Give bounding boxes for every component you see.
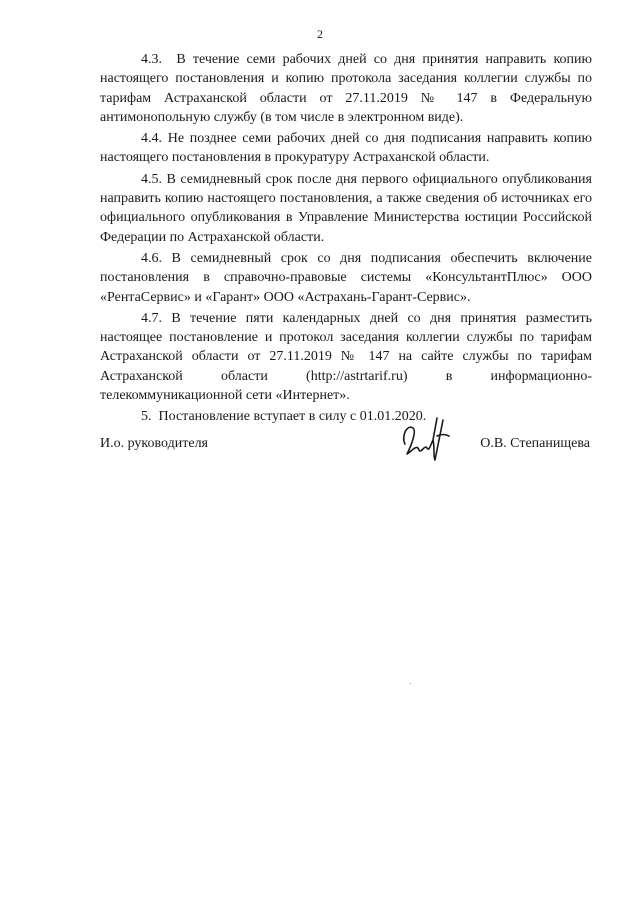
paragraph-5: 5. Постановление вступает в силу с 01.01.2020. bbox=[141, 409, 427, 425]
paragraph-4-7: 4.7. В течение пяти календарных дней со дня принятия разместить настоящее постановление и протокол заседания коллегии службы по тарифам Астраханской области от 27.11.2019 № 147 на сайте службы по тарифам Астраханской области (http://astrtarif.ru) в информационно-телекоммуникационной сети «Интернет». bbox=[100, 310, 592, 404]
handwritten-signature bbox=[397, 414, 457, 464]
page-number: 2 bbox=[317, 27, 323, 41]
paragraph-4-6: 4.6. В семидневный срок со дня подписания обеспечить включение постановления в справочно-правовые системы «КонсультантПлюс» ООО «РентаСервис» и «Гарант» ООО «Астрахань-Гарант-Сервис». bbox=[100, 250, 592, 305]
signatory-name: О.В. Степанищева bbox=[480, 436, 590, 451]
paragraph-4-4: 4.4. Не позднее семи рабочих дней со дня подписания направить копию настоящего постановления в прокуратуру Астраханской области. bbox=[100, 131, 592, 166]
scan-artifact bbox=[410, 683, 411, 684]
signature-block bbox=[100, 414, 592, 474]
paragraph-4-5: 4.5. В семидневный срок после дня первого официального опубликования направить копию настоящего постановления, а также сведения об источниках его официального опубликования в Управление Министерства юстиции Российской Федерации по Астраханской области. bbox=[100, 171, 592, 245]
signatory-title: И.о. руководителя bbox=[100, 436, 209, 451]
document-body bbox=[100, 50, 592, 429]
paragraph-4-3: 4.3. В течение семи рабочих дней со дня принятия направить копию настоящего постановления и копию протокола заседания коллегии службы по тарифам Астраханской области от 27.11.2019 № 147 в Федеральную антимонопольную службу (в том числе в электронном виде). bbox=[100, 52, 592, 125]
